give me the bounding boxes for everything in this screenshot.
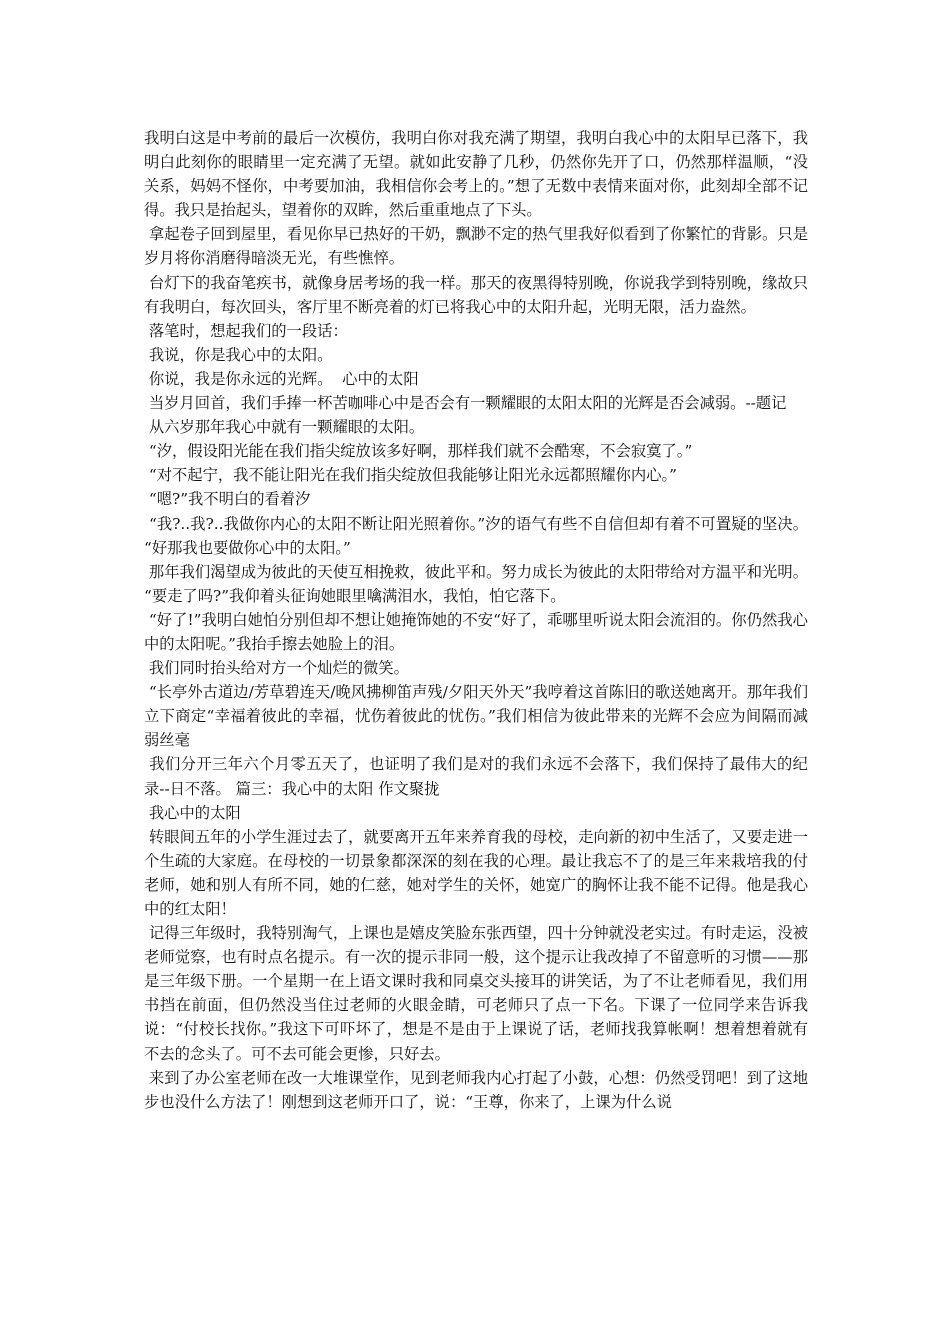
paragraph: “我?..我?..我做你内心的太阳不断让阳光照着你。”汐的语气有些不自信但却有着不可置疑的坚决。 “好那我也要做你心中的太阳。” — [144, 514, 813, 557]
paragraph: 我明白这是中考前的最后一次模仿，我明白你对我充满了期望，我明白我心中的太阳早已落下，我明白此刻你的眼睛里一定充满了无望。就如此安静了几秒，仍然你先开了口，仍然那样温顺，“没关系，妈妈不怪你，中考要加油，我相信你会考上的。”想了无数中表情来面对你，此刻却全部不记得。我只是抬起头，望着你的双眸，然后重重地点了下头。 — [144, 129, 808, 220]
paragraph: “对不起宁，我不能让阳光在我们指尖绽放但我能够让阳光永远都照耀你内心。” — [144, 466, 677, 485]
paragraph: 记得三年级时，我特别淘气，上课也是嬉皮笑脸东张西望，四十分钟就没老实过。有时走运，没被老师觉察，也有时点名提示。有一次的提示非同一般，这个提示让我改掉了不留意听的习惯——那是三年级下册。一个星期一在上语文课时我和同桌交头接耳的讲笑话，为了不让老师看见，我们用书挡在前面，但仍然没当住过老师的火眼金睛，可老师只了点一下名。下课了一位同学来告诉我说：“付校长找你。”我这下可吓坏了，想是不是由于上课说了话，老师找我算帐啊！想着想着就有不去的念头了。可不去可能会更惨，只好去。 — [144, 924, 808, 1063]
paragraph: 落笔时，想起我们的一段话： — [144, 321, 348, 340]
paragraph: 台灯下的我奋笔疾书，就像身居考场的我一样。那天的夜黑得特别晚，你说我学到特别晚，缘故只有我明白，每次回头，客厅里不断亮着的灯已将我心中的太阳升起，光明无限，活力盎然。 — [144, 273, 808, 316]
paragraph: “长亭外古道边/芳草碧连天/晚风拂柳笛声残/夕阳天外天”我哼着这首陈旧的歌送她离开。那年我们立下商定“幸福着彼此的幸福，忧伤着彼此的忧伤。”我们相信为彼此带来的光辉不会应为间隔而减弱丝毫 — [144, 683, 808, 750]
paragraph: 我们分开三年六个月零五天了，也证明了我们是对的我们永远不会落下，我们保持了最伟大的纪录--日不落。 篇三：我心中的太阳 作文聚拢 — [144, 755, 808, 798]
paragraph: 我们同时抬头给对方一个灿烂的微笑。 — [144, 659, 409, 678]
paragraph: 那年我们渴望成为彼此的天使互相挽救，彼此平和。努力成长为彼此的太阳带给对方温平和光明。 “要走了吗?”我仰着头征询她眼里噙满泪水，我怕，怕它落下。 — [144, 562, 813, 605]
paragraph: 来到了办公室老师在改一大堆课堂作，见到老师我内心打起了小鼓，心想：仍然受罚吧！到了这地步也没什么方法了！刚想到这老师开口了，说：“王尊，你来了，上课为什么说 — [144, 1068, 808, 1111]
paragraph: 转眼间五年的小学生涯过去了，就要离开五年来养育我的母校，走向新的初中生活了，又要走进一个生疏的大家庭。在母校的一切景象都深深的刻在我的心理。最让我忘不了的是三年来栽培我的付老师，她和别人有所不同，她的仁慈，她对学生的关怀，她宽广的胸怀让我不能不记得。他是我心中的红太阳！ — [144, 827, 808, 918]
paragraph: 当岁月回首，我们手捧一杯苦咖啡心中是否会有一颗耀眼的太阳太阳的光辉是否会减弱。--题记 — [144, 394, 787, 413]
paragraph: “汐，假设阳光能在我们指尖绽放该多好啊，那样我们就不会酷寒，不会寂寞了。” — [144, 442, 693, 461]
paragraph: “嗯?”我不明白的看着汐 — [144, 490, 311, 509]
section-heading: 我心中的太阳 — [144, 803, 241, 822]
paragraph: 我说，你是我心中的太阳。 — [144, 345, 333, 364]
paragraph: 你说，我是你永远的光辉。 心中的太阳 — [144, 369, 419, 388]
paragraph: “好了!”我明白她怕分别但却不想让她掩饰她的不安“好了，乖哪里听说太阳会流泪的。你仍然我心中的太阳呢。”我抬手擦去她脸上的泪。 — [144, 610, 808, 653]
document-page — [144, 126, 813, 1114]
paragraph: 拿起卷子回到屋里，看见你早已热好的干奶，飘渺不定的热气里我好似看到了你繁忙的背影。只是岁月将你消磨得暗淡无光，有些憔悴。 — [144, 225, 808, 268]
paragraph: 从六岁那年我心中就有一颗耀眼的太阳。 — [144, 418, 425, 437]
